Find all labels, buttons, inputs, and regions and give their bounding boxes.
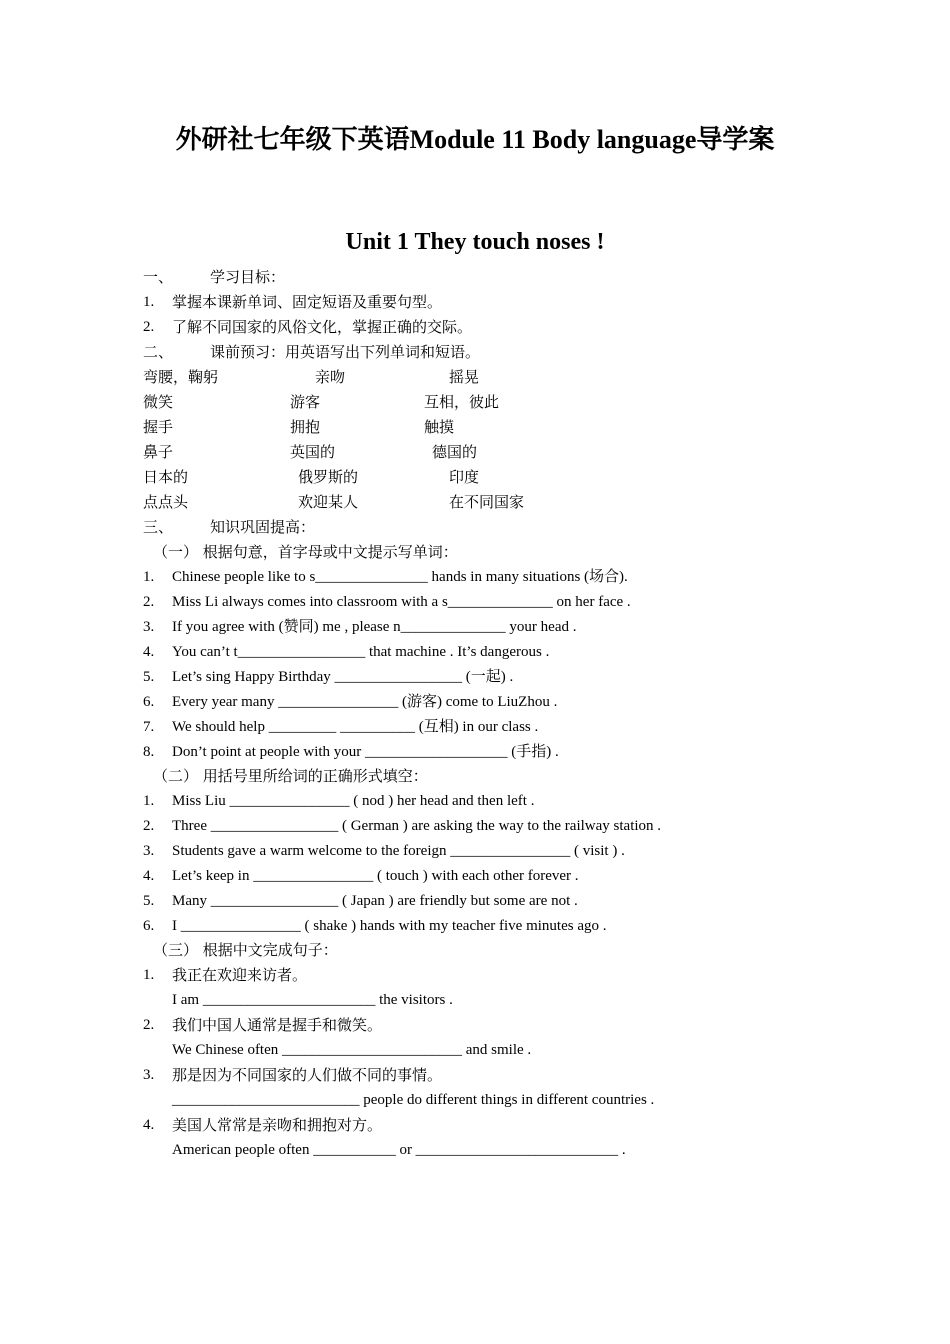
exercise-item: 4. You can’t t_________________ that machine . It’s dangerous .	[143, 644, 550, 660]
vocab-row: 点点头 欢迎某人 在不同国家	[143, 493, 525, 511]
translation-answer: We Chinese often ________________________ and smile .	[172, 1042, 532, 1058]
section-2-heading	[143, 340, 481, 365]
exercise-item: 1. Miss Liu ________________ ( nod ) her head and then left .	[143, 793, 535, 809]
vocab-row: 日本的 俄罗斯的 印度	[143, 468, 480, 486]
translation-answer: _________________________ people do different things in different countries .	[172, 1092, 655, 1108]
translation-prompt: 4. 美国人常常是亲吻和拥抱对方。	[143, 1116, 383, 1134]
part-3-heading: （三） 根据中文完成句子：	[153, 941, 338, 959]
document-title: 外研社七年级下英语Module 11 Body language导学案	[175, 125, 775, 154]
vocab-row: 鼻子 英国的 德国的	[143, 443, 478, 461]
section-3-number: 三、	[143, 518, 174, 536]
exercise-item: 7. We should help _________ __________ (互相) in our class .	[143, 719, 539, 735]
exercise-item: 5. Many _________________ ( Japan ) are friendly but some are not .	[143, 893, 578, 909]
section-1-heading	[143, 265, 286, 290]
exercise-item: 4. Let’s keep in ________________ ( touch ) with each other forever .	[143, 868, 579, 884]
unit-title: Unit 1 They touch noses !	[345, 229, 605, 255]
exercise-item: 8. Don’t point at people with your ___________________ (手指) .	[143, 744, 559, 760]
exercise-item: 5. Let’s sing Happy Birthday _________________ (一起) .	[143, 669, 514, 685]
section-3-title: 知识巩固提高：	[210, 518, 316, 536]
exercise-item: 6. Every year many ________________ (游客) come to LiuZhou .	[143, 694, 558, 710]
translation-answer: I am _______________________ the visitors .	[172, 992, 453, 1008]
exercise-item: 3. Students gave a warm welcome to the foreign ________________ ( visit ) .	[143, 843, 625, 859]
translation-answer: American people often ___________ or ___________________________ .	[172, 1142, 626, 1158]
exercise-item: 1. Chinese people like to s_______________ hands in many situations (场合).	[143, 569, 628, 585]
translation-prompt: 1. 我正在欢迎来访者。	[143, 966, 308, 984]
exercise-item: 6. I ________________ ( shake ) hands with my teacher five minutes ago .	[143, 918, 607, 934]
section-3-heading	[143, 515, 316, 540]
section-1-title: 学习目标：	[210, 268, 286, 286]
translation-prompt: 3. 那是因为不同国家的人们做不同的事情。	[143, 1066, 443, 1084]
vocab-row: 握手 拥抱 触摸	[143, 418, 455, 436]
translation-prompt: 2. 我们中国人通常是握手和微笑。	[143, 1016, 383, 1034]
part-2-heading: （二） 用括号里所给词的正确形式填空：	[153, 767, 428, 785]
exercise-item: 3. If you agree with (赞同) me , please n______________ your head .	[143, 619, 577, 635]
section-1-number: 一、	[143, 268, 174, 286]
exercise-item: 2. Three _________________ ( German ) are asking the way to the railway station .	[143, 818, 662, 834]
goal-item: 2. 了解不同国家的风俗文化，掌握正确的交际。	[143, 318, 473, 336]
goal-item: 1. 掌握本课新单词、固定短语及重要句型。	[143, 293, 443, 311]
vocab-row: 弯腰，鞠躬 亲吻 摇晃	[143, 368, 480, 386]
section-2-number: 二、	[143, 343, 174, 361]
vocab-row: 微笑 游客 互相，彼此	[143, 393, 500, 411]
part-1-heading: （一） 根据句意，首字母或中文提示写单词：	[153, 543, 458, 561]
exercise-item: 2. Miss Li always comes into classroom with a s______________ on her face .	[143, 594, 631, 610]
section-2-title: 课前预习：用英语写出下列单词和短语。	[210, 343, 481, 361]
